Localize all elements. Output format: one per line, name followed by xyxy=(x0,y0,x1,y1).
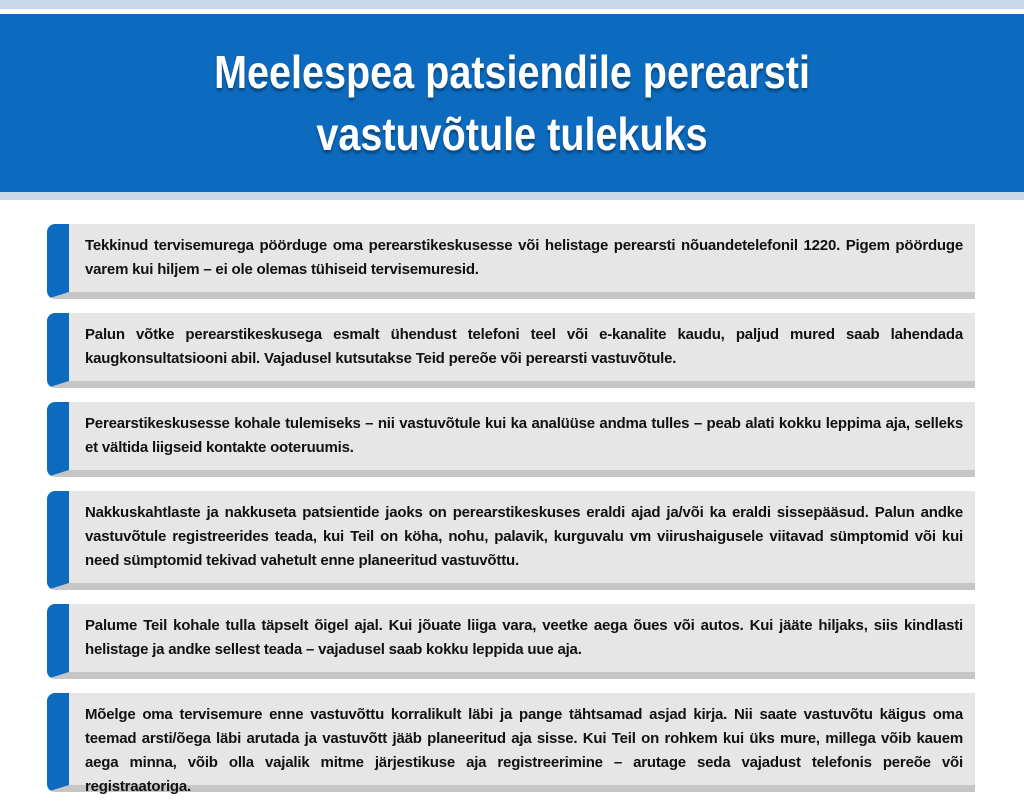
header-banner xyxy=(0,14,1024,192)
info-card-text: Mõelge oma tervisemure enne vastuvõttu korralikult läbi ja pange tähtsamad asjad kirja. Nii saate vastuvõtu käigus oma teemad arsti/õega läbi arutada ja vastuvõtt jääb planeeritud aja sisse. Kui Teil on rohkem kui üks mure, millega võib kauem aega minna, võib olla vajalik mitme järjestikuse aja registreerimine – arutage seda vajadust telefonis pereõe või registraatoriga. xyxy=(85,706,963,795)
header-bottom-stripe xyxy=(0,192,1024,200)
info-card-5 xyxy=(47,604,975,679)
top-decorative-stripe xyxy=(0,0,1024,9)
info-card-text: Nakkuskahtlaste ja nakkuseta patsientide jaoks on perearstikeskuses eraldi ajad ja/või ka eraldi sissepääsud. Palun andke vastuvõtule registreerides teada, kui Teil on köha, nohu, palavik, kurguvalu vm viirushaigusele viitavad sümptomid või kui need sümptomid tekivad vahetult enne planeeritud vastuvõttu. xyxy=(85,504,963,569)
title-line-1: Meelespea patsiendile perearsti xyxy=(214,46,810,98)
info-card-text: Tekkinud tervisemurega pöörduge oma perearstikeskusesse või helistage perearsti nõuandetelefonil 1220. Pigem pöörduge varem kui hiljem – ei ole olemas tühiseid tervisemuresid. xyxy=(85,237,963,278)
info-card-2 xyxy=(47,313,975,388)
info-card-1 xyxy=(47,224,975,299)
info-card-list xyxy=(47,224,975,806)
info-card-text: Perearstikeskusesse kohale tulemiseks – nii vastuvõtule kui ka analüüse andma tulles – peab alati kokku leppima aja, selleks et vältida liigseid kontakte ooteruumis. xyxy=(85,415,963,456)
info-card-6 xyxy=(47,693,975,795)
title-line-2: vastuvõtule tulekuks xyxy=(316,108,708,160)
info-card-4 xyxy=(47,491,975,590)
info-card-text: Palun võtke perearstikeskusega esmalt ühendust telefoni teel või e-kanalite kaudu, paljud mured saab lahendada kaugkonsultatsiooni abil. Vajadusel kutsutakse Teid pereõe või perearsti vastuvõtule. xyxy=(85,326,963,367)
info-card-text: Palume Teil kohale tulla täpselt õigel ajal. Kui jõuate liiga vara, veetke aega õues või autos. Kui jääte hiljaks, siis kindlasti helistage ja andke sellest teada – vajadusel saab kokku leppida uue aja. xyxy=(85,617,963,658)
page-title xyxy=(82,41,942,165)
info-card-3 xyxy=(47,402,975,477)
